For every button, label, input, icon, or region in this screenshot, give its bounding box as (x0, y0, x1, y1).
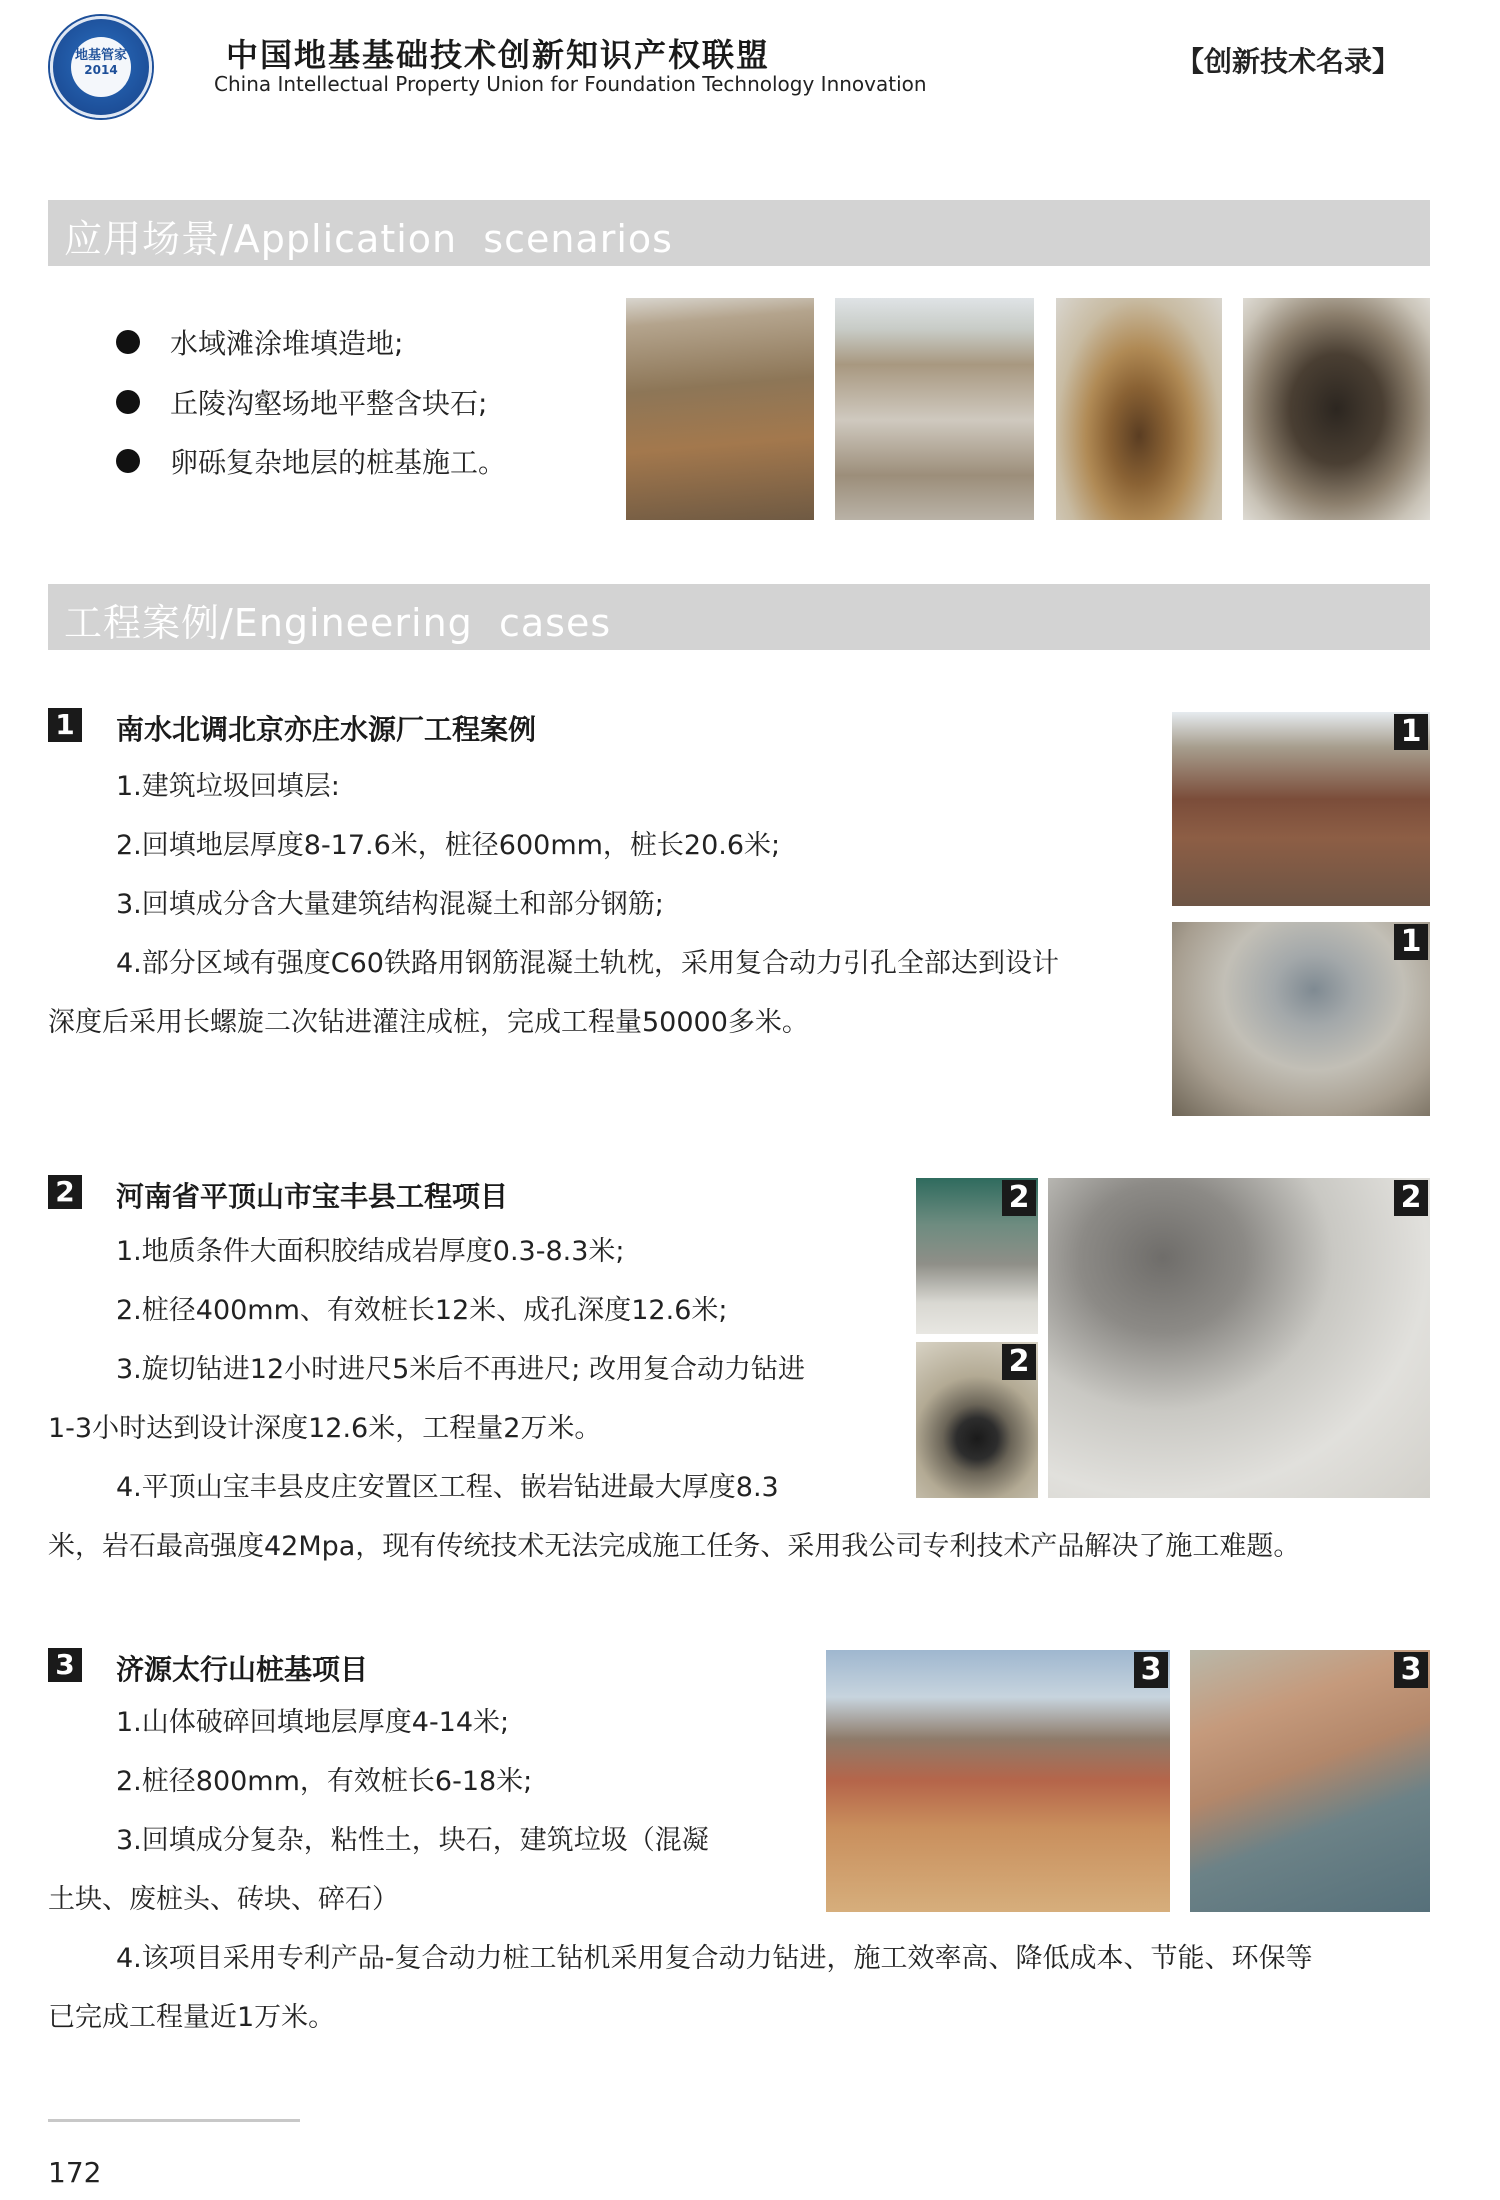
doc-tag: 【创新技术名录】 (1176, 45, 1401, 78)
case-title: 河南省平顶山市宝丰县工程项目 (116, 1180, 509, 1213)
case-line: 4.平顶山宝丰县皮庄安置区工程、嵌岩钻进最大厚度8.3 (116, 1472, 779, 1503)
scenario-photo-drill-pit (1056, 298, 1222, 520)
bullet-item (116, 322, 403, 362)
case-line: 2.桩径400mm、有效桩长12米、成孔深度12.6米; (116, 1295, 728, 1326)
scenario-photo-rocky-fill (626, 298, 814, 520)
case-line: 4.部分区域有强度C60铁路用钢筋混凝土轨枕，采用复合动力引孔全部达到设计 (116, 948, 1059, 979)
bullet-item (116, 382, 487, 422)
bullet-dot-icon (116, 390, 140, 414)
bullet-text: 丘陵沟壑场地平整含块石; (170, 387, 488, 420)
case-line: 2.回填地层厚度8-17.6米，桩径600mm，桩长20.6米; (116, 830, 781, 861)
case-line: 3.回填成分含大量建筑结构混凝土和部分钢筋; (116, 889, 664, 920)
case3-photo-drill-rig-site (826, 1650, 1170, 1912)
bullet-dot-icon (116, 330, 140, 354)
case1-photo-concrete-debris (1172, 712, 1430, 906)
case2-photo-rig-base (916, 1178, 1038, 1334)
bullet-dot-icon (116, 449, 140, 473)
photo-badge: 3 (1134, 1652, 1168, 1688)
case-line: 深度后采用长螺旋二次钻进灌注成桩，完成工程量50000多米。 (48, 1007, 809, 1038)
org-name-cn: 中国地基基础技术创新知识产权联盟 (226, 36, 771, 74)
case-number-badge: 3 (48, 1648, 82, 1682)
photo-badge: 1 (1394, 714, 1428, 750)
logo-year: 2014 (84, 63, 118, 77)
bullet-item (116, 441, 506, 481)
org-name-en: China Intellectual Property Union for Foundation Technology Innovation (214, 72, 927, 96)
bullet-text: 卵砾复杂地层的桩基施工。 (170, 446, 507, 479)
photo-badge: 2 (1002, 1344, 1036, 1380)
footer-divider (48, 2119, 300, 2122)
photo-badge: 2 (1394, 1180, 1428, 1216)
scenario-photo-boulder-field (835, 298, 1034, 520)
case-line: 1-3小时达到设计深度12.6米，工程量2万米。 (48, 1413, 602, 1444)
bullet-text: 水域滩涂堆填造地; (170, 327, 404, 360)
case-title: 南水北调北京亦庄水源厂工程案例 (116, 713, 537, 746)
case-line: 3.回填成分复杂，粘性土，块石，建筑垃圾（混凝 (116, 1825, 709, 1856)
case-line: 土块、废桩头、砖块、碎石） (48, 1884, 399, 1915)
photo-badge: 1 (1394, 924, 1428, 960)
photo-badge: 2 (1002, 1180, 1036, 1216)
logo-text: 地基管家 (74, 48, 127, 63)
photo-badge: 3 (1394, 1652, 1428, 1688)
case2-photo-bored-hole (916, 1342, 1038, 1498)
application-section-bar (48, 200, 1430, 266)
case-line: 1.地质条件大面积胶结成岩厚度0.3-8.3米; (116, 1236, 625, 1267)
engineering-section-title: 工程案例/Engineering cases (64, 601, 612, 645)
case1-photo-auger-drilling (1172, 922, 1430, 1116)
case-number-badge: 2 (48, 1175, 82, 1209)
case-line: 1.山体破碎回填地层厚度4-14米; (116, 1707, 510, 1738)
case-line: 3.旋切钻进12小时进尺5米后不再进尺; 改用复合动力钻进 (116, 1354, 805, 1385)
case-line: 米，岩石最高强度42Mpa，现有传统技术无法完成施工任务、采用我公司专利技术产品解决了施工难题。 (48, 1531, 1301, 1562)
application-section-title: 应用场景/Application scenarios (64, 217, 673, 261)
scenario-photo-rock-crater (1243, 298, 1430, 520)
case3-photo-boulder-fill (1190, 1650, 1430, 1912)
case-line: 1.建筑垃圾回填层: (116, 771, 340, 802)
case-line: 已完成工程量近1万米。 (48, 2002, 336, 2033)
page-number: 172 (48, 2156, 102, 2189)
case-line: 2.桩径800mm，有效桩长6-18米; (116, 1766, 533, 1797)
case-title: 济源太行山桩基项目 (116, 1653, 369, 1686)
case-line: 4.该项目采用专利产品-复合动力桩工钻机采用复合动力钻进，施工效率高、降低成本、节能、环保等 (116, 1943, 1313, 1974)
union-logo (50, 16, 152, 118)
case2-photo-rock-cuttings (1048, 1178, 1430, 1498)
case-number-badge: 1 (48, 708, 82, 742)
engineering-section-bar (48, 584, 1430, 650)
